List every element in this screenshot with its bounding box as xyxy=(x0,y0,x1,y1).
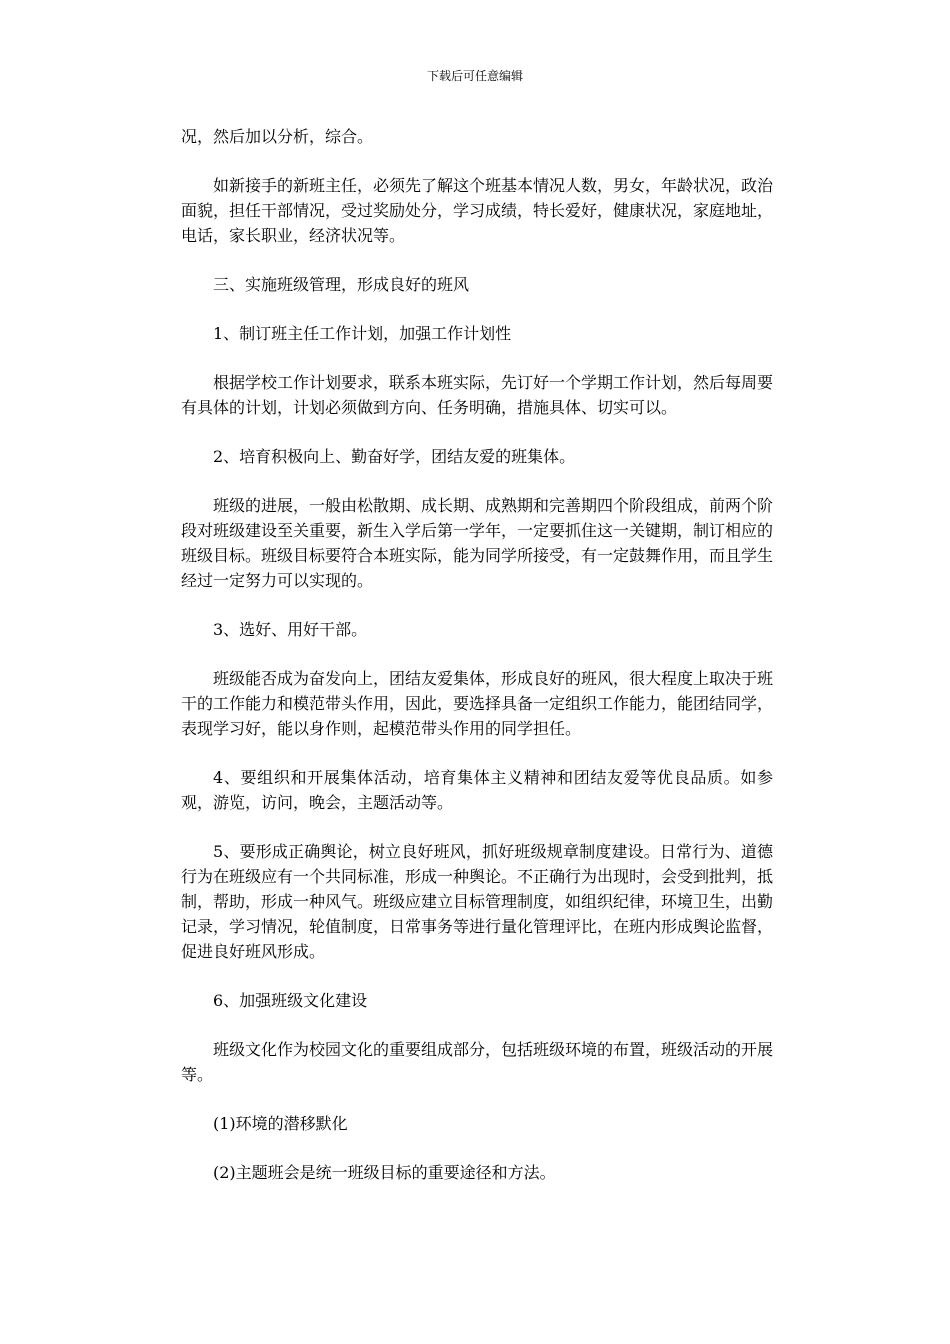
subheading-3: 3、选好、用好干部。 xyxy=(213,620,368,639)
paragraph-class-culture: 班级文化作为校园文化的重要组成部分，包括班级环境的布置，班级活动的开展等。 xyxy=(181,1040,774,1084)
paragraph-public-opinion: 5、要形成正确舆论，树立良好班风，抓好班级规章制度建设。日常行为、道德行为在班级应有一个共同标准，形成一种舆论。不正确行为出现时，会受到批判，抵制，帮助，形成一种风气。班级应建立目标管理制度，如组织纪律，环境卫生，出勤记录，学习情况，轮值制度，日常事务等进行量化管理评比，在班内形成舆论监督，促进良好班风形成。 xyxy=(181,842,774,961)
section-heading-3: 三、实施班级管理，形成良好的班风 xyxy=(213,275,470,294)
paragraph-class-development: 班级的进展，一般由松散期、成长期、成熟期和完善期四个阶段组成，前两个阶段对班级建设至关重要，新生入学后第一学年，一定要抓住这一关键期，制订相应的班级目标。班级目标要符合本班实际，能为同学所接受，有一定鼓舞作用，而且学生经过一定努力可以实现的。 xyxy=(181,496,774,590)
paragraph-collective-activities: 4、要组织和开展集体活动，培育集体主义精神和团结友爱等优良品质。如参观，游览，访问，晚会，主题活动等。 xyxy=(181,768,773,812)
header-note: 下载后可任意编辑 xyxy=(426,69,523,83)
paragraph-continuation: 况，然后加以分析，综合。 xyxy=(181,127,374,146)
paragraph-new-teacher: 如新接手的新班主任，必须先了解这个班基本情况人数，男女，年龄状况，政治面貌，担任干部情况，受过奖励处分，学习成绩，特长爱好，健康状况，家庭地址，电话，家长职业，经济状况等。 xyxy=(181,176,774,245)
subheading-2: 2、培育积极向上、勤奋好学，团结友爱的班集体。 xyxy=(213,447,576,466)
subheading-1: 1、制订班主任工作计划，加强工作计划性 xyxy=(213,324,512,343)
subheading-6: 6、加强班级文化建设 xyxy=(213,991,368,1010)
paragraph-work-plan: 根据学校工作计划要求，联系本班实际，先订好一个学期工作计划，然后每周要有具体的计划，计划必须做到方向、任务明确，措施具体、切实可以。 xyxy=(181,373,774,417)
list-item-theme-meeting: (2)主题班会是统一班级目标的重要途径和方法。 xyxy=(213,1163,556,1182)
document-body xyxy=(181,124,773,1209)
paragraph-class-cadres: 班级能否成为奋发向上，团结友爱集体，形成良好的班风，很大程度上取决于班干的工作能力和模范带头作用，因此，要选择具备一定组织工作能力，能团结同学，表现学习好，能以身作则，起模范带头作用的同学担任。 xyxy=(181,669,774,738)
list-item-environment: (1)环境的潜移默化 xyxy=(213,1114,348,1133)
